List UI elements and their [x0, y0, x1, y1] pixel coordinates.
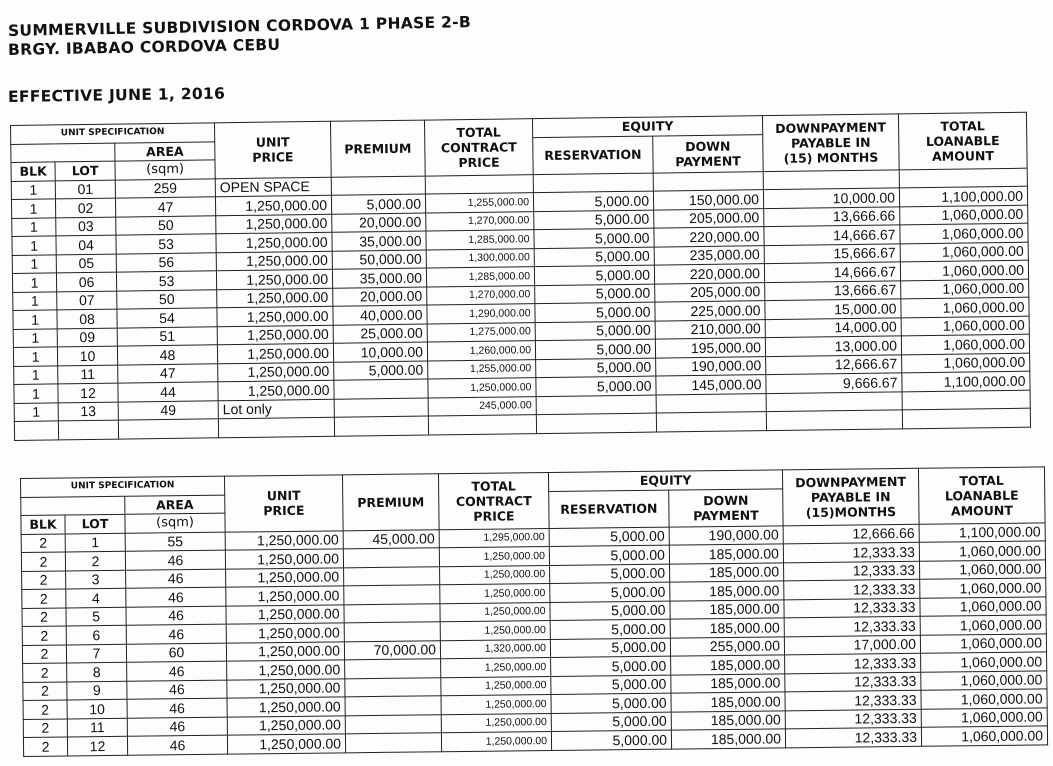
downpayment-15-months-cell: 14,000.00 [765, 317, 901, 337]
blk-header: BLK [21, 515, 65, 534]
unit-price-cell: 1,250,000.00 [226, 586, 344, 606]
lot-cell: 13 [58, 402, 118, 421]
premium-cell [331, 176, 425, 196]
premium-cell [334, 379, 428, 399]
total-contract-price-cell: 1,250,000.00 [440, 620, 550, 640]
loanable-amount-cell: 1,060,000.00 [920, 633, 1046, 653]
area-cell: 259 [115, 178, 215, 198]
reservation-cell: 5,000.00 [551, 656, 671, 676]
reservation-cell: 5,000.00 [550, 619, 670, 639]
total-contract-price-cell: 1,300,000.00 [426, 248, 534, 268]
unit-price-cell: 1,250,000.00 [227, 678, 345, 698]
down-payment-cell [653, 171, 763, 191]
unit-price-header: UNIT PRICE [224, 475, 343, 532]
unit-spec-header: UNIT SPECIFICATION [21, 476, 225, 497]
downpayment-15-months-cell: 12,666.66 [783, 524, 919, 544]
down-payment-cell: 225,000.00 [655, 301, 765, 321]
lot-cell: 11 [67, 718, 127, 737]
downpayment-15-months-cell: 10,000.00 [763, 188, 899, 208]
down-payment-header: DOWN PAYMENT [653, 134, 763, 172]
area-cell: 46 [127, 735, 227, 755]
down-payment-cell [656, 393, 766, 413]
lot-cell: 3 [66, 570, 126, 589]
area-cell: 53 [116, 234, 216, 254]
loanable-amount-cell: 1,100,000.00 [919, 522, 1045, 542]
lot-cell: 8 [67, 662, 127, 681]
total-contract-price-cell: 1,250,000.00 [439, 546, 549, 566]
blk-cell: 2 [23, 700, 67, 719]
lot-cell: 12 [67, 736, 127, 755]
reservation-cell: 5,000.00 [535, 321, 655, 341]
unit-price-cell: 1,250,000.00 [226, 623, 344, 643]
downpayment-15-months-cell: 12,666.67 [766, 354, 902, 374]
blk-cell: 1 [13, 328, 57, 347]
premium-cell: 35,000.00 [332, 268, 426, 288]
unit-price-cell: 1,250,000.00 [227, 697, 345, 717]
loanable-amount-cell [899, 168, 1027, 188]
premium-cell: 40,000.00 [333, 305, 427, 325]
blk-cell: 2 [23, 718, 67, 737]
area-cell: 46 [127, 698, 227, 718]
unit-price-cell: 1,250,000.00 [217, 306, 333, 326]
unit-price-cell: 1,250,000.00 [225, 549, 343, 569]
loanable-header: TOTAL LOANABLE AMOUNT [898, 112, 1027, 169]
loanable-amount-cell: 1,060,000.00 [921, 707, 1047, 727]
area-cell: 47 [115, 197, 215, 217]
downpayment-header: DOWNPAYMENT PAYABLE IN (15) MONTHS [762, 114, 899, 171]
unit-price-cell: 1,250,000.00 [226, 641, 344, 661]
down-payment-cell: 185,000.00 [670, 599, 784, 619]
total-contract-price-cell: 1,270,000.00 [427, 285, 535, 305]
premium-cell [344, 603, 440, 623]
area-cell: 50 [117, 289, 217, 309]
reservation-header: RESERVATION [549, 490, 669, 528]
unit-price-cell: 1,250,000.00 [217, 325, 333, 345]
loanable-amount-cell: 1,060,000.00 [921, 652, 1047, 672]
lot-header: LOT [65, 514, 125, 533]
down-payment-cell: 195,000.00 [655, 338, 765, 358]
premium-cell [343, 548, 439, 568]
sqm-header: (sqm) [125, 513, 225, 533]
reservation-cell: 5,000.00 [550, 601, 670, 621]
lot-cell: 08 [57, 309, 117, 328]
loanable-amount-cell: 1,060,000.00 [901, 279, 1029, 299]
down-payment-cell: 185,000.00 [670, 581, 784, 601]
blk-cell: 2 [21, 552, 65, 571]
area-cell: 50 [116, 215, 216, 235]
area-cell: 55 [125, 532, 225, 552]
loanable-amount-cell: 1,060,000.00 [921, 670, 1047, 690]
down-payment-cell: 190,000.00 [669, 525, 783, 545]
area-cell: 46 [127, 661, 227, 681]
downpayment-15-months-cell: 14,666.67 [764, 262, 900, 282]
total-contract-price-cell: 1,255,000.00 [428, 359, 536, 379]
effective-date: EFFECTIVE JUNE 1, 2016 [7, 84, 226, 106]
area-cell: 47 [118, 363, 218, 383]
loanable-amount-cell: 1,060,000.00 [920, 596, 1046, 616]
premium-cell [345, 733, 441, 753]
reservation-cell [536, 395, 656, 415]
sqm-header: (sqm) [115, 160, 215, 180]
downpayment-15-months-cell: 12,333.33 [783, 542, 919, 562]
reservation-cell: 5,000.00 [534, 210, 654, 230]
downpayment-15-months-cell: 12,333.33 [784, 561, 920, 581]
downpayment-header: DOWNPAYMENT PAYABLE IN (15)MONTHS [782, 468, 919, 525]
unit-spec-header: UNIT SPECIFICATION [11, 123, 215, 144]
blk-cell: 2 [23, 663, 67, 682]
blk-cell: 1 [14, 402, 58, 421]
total-contract-price-cell: 1,250,000.00 [441, 731, 551, 751]
price-table [20, 466, 1048, 756]
unit-price-cell: 1,250,000.00 [216, 232, 332, 252]
loanable-amount-cell: 1,060,000.00 [901, 334, 1029, 354]
downpayment-15-months-cell: 12,333.33 [784, 598, 920, 618]
reservation-cell: 5,000.00 [551, 712, 671, 732]
loanable-amount-cell [902, 390, 1030, 410]
down-payment-cell: 185,000.00 [670, 562, 784, 582]
lot-cell: 06 [56, 272, 116, 291]
unit-price-cell: 1,250,000.00 [216, 214, 332, 234]
downpayment-15-months-cell: 12,333.33 [785, 672, 921, 692]
total-contract-price-cell: 1,290,000.00 [427, 304, 535, 324]
unit-price-cell: Lot only [218, 399, 334, 419]
lot-cell: 02 [55, 198, 115, 217]
area-cell: 46 [127, 680, 227, 700]
tcp-header: TOTAL CONTRACT PRICE [438, 473, 549, 530]
lot-cell: 12 [58, 383, 118, 402]
down-payment-cell: 185,000.00 [671, 655, 785, 675]
down-payment-cell: 150,000.00 [653, 190, 763, 210]
blk-cell: 1 [13, 291, 57, 310]
unit-price-cell: 1,250,000.00 [216, 251, 332, 271]
area-cell: 46 [126, 569, 226, 589]
premium-cell: 10,000.00 [333, 342, 427, 362]
loanable-amount-cell: 1,100,000.00 [902, 371, 1030, 391]
premium-cell: 45,000.00 [343, 529, 439, 549]
downpayment-15-months-cell: 13,000.00 [765, 336, 901, 356]
downpayment-15-months-cell [766, 391, 902, 411]
loanable-amount-cell: 1,060,000.00 [920, 615, 1046, 635]
total-contract-price-cell: 1,255,000.00 [425, 193, 533, 213]
area-cell: 54 [117, 308, 217, 328]
reservation-cell [533, 173, 653, 193]
area-cell: 46 [126, 587, 226, 607]
blk-cell: 1 [11, 199, 55, 218]
lot-cell: 5 [66, 607, 126, 626]
lot-header: LOT [55, 161, 115, 180]
reservation-cell: 5,000.00 [536, 358, 656, 378]
down-payment-cell: 235,000.00 [654, 245, 764, 265]
total-contract-price-cell: 1,275,000.00 [427, 322, 535, 342]
unit-price-cell: 1,250,000.00 [217, 288, 333, 308]
total-contract-price-cell: 1,250,000.00 [441, 657, 551, 677]
blk-cell: 1 [12, 254, 56, 273]
blk-cell: 2 [23, 737, 67, 756]
price-table [10, 112, 1031, 441]
premium-cell: 5,000.00 [331, 194, 425, 214]
price-table-block-2 [20, 466, 1048, 756]
loanable-amount-cell: 1,060,000.00 [919, 559, 1045, 579]
premium-cell: 70,000.00 [344, 640, 440, 660]
premium-cell [345, 714, 441, 734]
blk-cell: 1 [13, 347, 57, 366]
total-contract-price-cell: 1,295,000.00 [439, 528, 549, 548]
premium-cell [344, 622, 440, 642]
down-payment-cell: 190,000.00 [656, 356, 766, 376]
total-contract-price-cell: 1,285,000.00 [426, 230, 534, 250]
area-cell: 51 [117, 326, 217, 346]
premium-cell: 20,000.00 [332, 213, 426, 233]
downpayment-15-months-cell: 9,666.67 [766, 373, 902, 393]
unit-price-cell: 1,250,000.00 [216, 269, 332, 289]
area-cell: 46 [126, 606, 226, 626]
unit-price-cell: 1,250,000.00 [217, 343, 333, 363]
blk-cell: 2 [22, 607, 66, 626]
blk-cell: 1 [14, 384, 58, 403]
loanable-amount-cell: 1,060,000.00 [921, 726, 1047, 746]
loanable-amount-cell: 1,060,000.00 [919, 541, 1045, 561]
lot-cell: 04 [56, 235, 116, 254]
down-payment-cell: 185,000.00 [670, 618, 784, 638]
reservation-cell: 5,000.00 [549, 545, 669, 565]
reservation-header: RESERVATION [533, 136, 653, 175]
blk-header: BLK [11, 162, 55, 181]
blk-cell: 1 [12, 236, 56, 255]
loanable-amount-cell: 1,060,000.00 [902, 353, 1030, 373]
premium-cell: 5,000.00 [334, 361, 428, 381]
loanable-amount-cell: 1,060,000.00 [900, 223, 1028, 243]
price-table-block-1 [10, 112, 1031, 441]
area-cell: 46 [125, 550, 225, 570]
premium-cell: 50,000.00 [332, 250, 426, 270]
area-cell: 48 [117, 345, 217, 365]
lot-cell: 10 [67, 699, 127, 718]
total-contract-price-cell: 1,250,000.00 [440, 602, 550, 622]
unit-price-cell: 1,250,000.00 [218, 362, 334, 382]
reservation-cell: 5,000.00 [535, 339, 655, 359]
blk-cell: 2 [22, 589, 66, 608]
lot-cell: 09 [57, 328, 117, 347]
reservation-cell: 5,000.00 [551, 730, 671, 750]
total-contract-price-cell: 1,250,000.00 [440, 565, 550, 585]
lot-cell: 1 [65, 533, 125, 552]
reservation-cell: 5,000.00 [550, 638, 670, 658]
total-contract-price-cell: 1,250,000.00 [441, 676, 551, 696]
unit-price-cell: 1,250,000.00 [225, 530, 343, 550]
downpayment-15-months-cell: 15,000.00 [765, 299, 901, 319]
downpayment-15-months-cell: 13,666.67 [765, 280, 901, 300]
area-cell: 53 [116, 271, 216, 291]
blk-cell: 2 [22, 570, 66, 589]
down-payment-cell: 255,000.00 [670, 636, 784, 656]
loanable-amount-cell: 1,060,000.00 [901, 316, 1029, 336]
reservation-cell: 5,000.00 [536, 376, 656, 396]
total-contract-price-cell: 1,270,000.00 [426, 211, 534, 231]
blk-cell: 2 [21, 533, 65, 552]
area-cell: 56 [116, 252, 216, 272]
premium-header: PREMIUM [342, 474, 439, 531]
lot-cell: 6 [66, 625, 126, 644]
lot-cell: 7 [66, 644, 126, 663]
lot-cell: 03 [56, 217, 116, 236]
reservation-cell: 5,000.00 [551, 693, 671, 713]
total-contract-price-cell: 1,250,000.00 [440, 583, 550, 603]
area-cell: 44 [118, 382, 218, 402]
area-header: AREA [115, 141, 215, 161]
unit-price-cell: OPEN SPACE [215, 177, 331, 197]
total-contract-price-cell: 1,260,000.00 [427, 341, 535, 361]
premium-cell [345, 659, 441, 679]
unit-price-cell: 1,250,000.00 [227, 734, 345, 754]
premium-cell [334, 398, 428, 418]
premium-cell: 20,000.00 [333, 287, 427, 307]
total-contract-price-cell: 1,250,000.00 [441, 694, 551, 714]
loanable-amount-cell: 1,060,000.00 [900, 242, 1028, 262]
blk-cell: 1 [13, 310, 57, 329]
down-payment-cell: 210,000.00 [655, 319, 765, 339]
lot-cell: 9 [67, 681, 127, 700]
total-contract-price-cell: 1,285,000.00 [426, 267, 534, 287]
reservation-cell: 5,000.00 [549, 527, 669, 547]
down-payment-cell: 185,000.00 [671, 729, 785, 749]
total-contract-price-cell [425, 174, 533, 194]
total-contract-price-cell: 1,250,000.00 [428, 378, 536, 398]
total-contract-price-cell: 1,250,000.00 [441, 713, 551, 733]
down-payment-cell: 185,000.00 [669, 544, 783, 564]
unit-price-cell: 1,250,000.00 [227, 660, 345, 680]
down-payment-cell: 185,000.00 [671, 692, 785, 712]
tcp-header: TOTAL CONTRACT PRICE [424, 119, 533, 176]
unit-price-cell: 1,250,000.00 [227, 715, 345, 735]
document-title: SUMMERVILLE SUBDIVISION CORDOVA 1 PHASE 2-B [7, 13, 472, 40]
down-payment-cell: 205,000.00 [654, 208, 764, 228]
down-payment-cell: 185,000.00 [671, 673, 785, 693]
premium-cell: 25,000.00 [333, 324, 427, 344]
down-payment-cell: 205,000.00 [655, 282, 765, 302]
downpayment-15-months-cell: 15,666.67 [764, 243, 900, 263]
blk-cell: 2 [23, 681, 67, 700]
lot-cell: 10 [57, 346, 117, 365]
loanable-amount-cell: 1,060,000.00 [900, 205, 1028, 225]
down-payment-cell: 220,000.00 [654, 227, 764, 247]
reservation-cell: 5,000.00 [534, 247, 654, 267]
lot-cell: 2 [65, 551, 125, 570]
document-location: BRGY. IBABAO CORDOVA CEBU [7, 35, 281, 59]
reservation-cell: 5,000.00 [533, 191, 653, 211]
loanable-amount-cell: 1,060,000.00 [921, 689, 1047, 709]
reservation-cell: 5,000.00 [534, 228, 654, 248]
loanable-amount-cell: 1,100,000.00 [899, 186, 1027, 206]
downpayment-15-months-cell: 13,666.66 [764, 206, 900, 226]
blk-cell: 1 [12, 217, 56, 236]
downpayment-15-months-cell: 17,000.00 [784, 635, 920, 655]
lot-cell: 05 [56, 254, 116, 273]
down-payment-header: DOWN PAYMENT [669, 488, 783, 526]
area-cell: 46 [126, 624, 226, 644]
unit-price-cell: 1,250,000.00 [215, 195, 331, 215]
premium-cell [344, 566, 440, 586]
blk-cell: 1 [12, 273, 56, 292]
reservation-cell: 5,000.00 [550, 564, 670, 584]
blk-cell: 1 [11, 180, 55, 199]
lot-cell: 4 [66, 588, 126, 607]
lot-cell: 01 [55, 180, 115, 199]
downpayment-15-months-cell: 12,333.33 [784, 616, 920, 636]
downpayment-15-months-cell: 12,333.33 [785, 653, 921, 673]
downpayment-15-months-cell: 12,333.33 [785, 727, 921, 747]
downpayment-15-months-cell: 12,333.33 [785, 690, 921, 710]
lot-cell: 07 [57, 291, 117, 310]
downpayment-15-months-cell: 12,333.33 [785, 709, 921, 729]
area-cell: 60 [126, 643, 226, 663]
premium-cell [345, 696, 441, 716]
down-payment-cell: 220,000.00 [654, 264, 764, 284]
total-contract-price-cell: 1,320,000.00 [440, 639, 550, 659]
downpayment-15-months-cell: 12,333.33 [784, 579, 920, 599]
downpayment-15-months-cell: 14,666.67 [764, 225, 900, 245]
unit-price-header: UNIT PRICE [214, 121, 331, 178]
reservation-cell: 5,000.00 [535, 284, 655, 304]
lot-cell: 11 [58, 365, 118, 384]
downpayment-15-months-cell [763, 169, 899, 189]
total-contract-price-cell: 245,000.00 [428, 396, 536, 416]
loanable-amount-cell: 1,060,000.00 [920, 578, 1046, 598]
area-header: AREA [125, 495, 225, 515]
reservation-cell: 5,000.00 [551, 675, 671, 695]
area-cell: 46 [127, 717, 227, 737]
reservation-cell: 5,000.00 [535, 302, 655, 322]
equity-header: EQUITY [548, 470, 782, 491]
blk-cell: 2 [22, 644, 66, 663]
premium-cell [344, 585, 440, 605]
reservation-cell: 5,000.00 [550, 582, 670, 602]
premium-cell [345, 677, 441, 697]
loanable-amount-cell: 1,060,000.00 [901, 297, 1029, 317]
blk-cell: 2 [22, 626, 66, 645]
unit-price-cell: 1,250,000.00 [226, 604, 344, 624]
premium-cell: 35,000.00 [332, 231, 426, 251]
loanable-amount-cell: 1,060,000.00 [900, 260, 1028, 280]
premium-header: PREMIUM [330, 120, 425, 177]
down-payment-cell: 185,000.00 [671, 710, 785, 730]
blk-cell: 1 [14, 365, 58, 384]
down-payment-cell: 145,000.00 [656, 375, 766, 395]
unit-price-cell: 1,250,000.00 [218, 380, 334, 400]
area-cell: 49 [118, 400, 218, 420]
loanable-header: TOTAL LOANABLE AMOUNT [918, 467, 1045, 524]
unit-price-cell: 1,250,000.00 [226, 567, 344, 587]
reservation-cell: 5,000.00 [534, 265, 654, 285]
equity-header: EQUITY [532, 116, 762, 138]
